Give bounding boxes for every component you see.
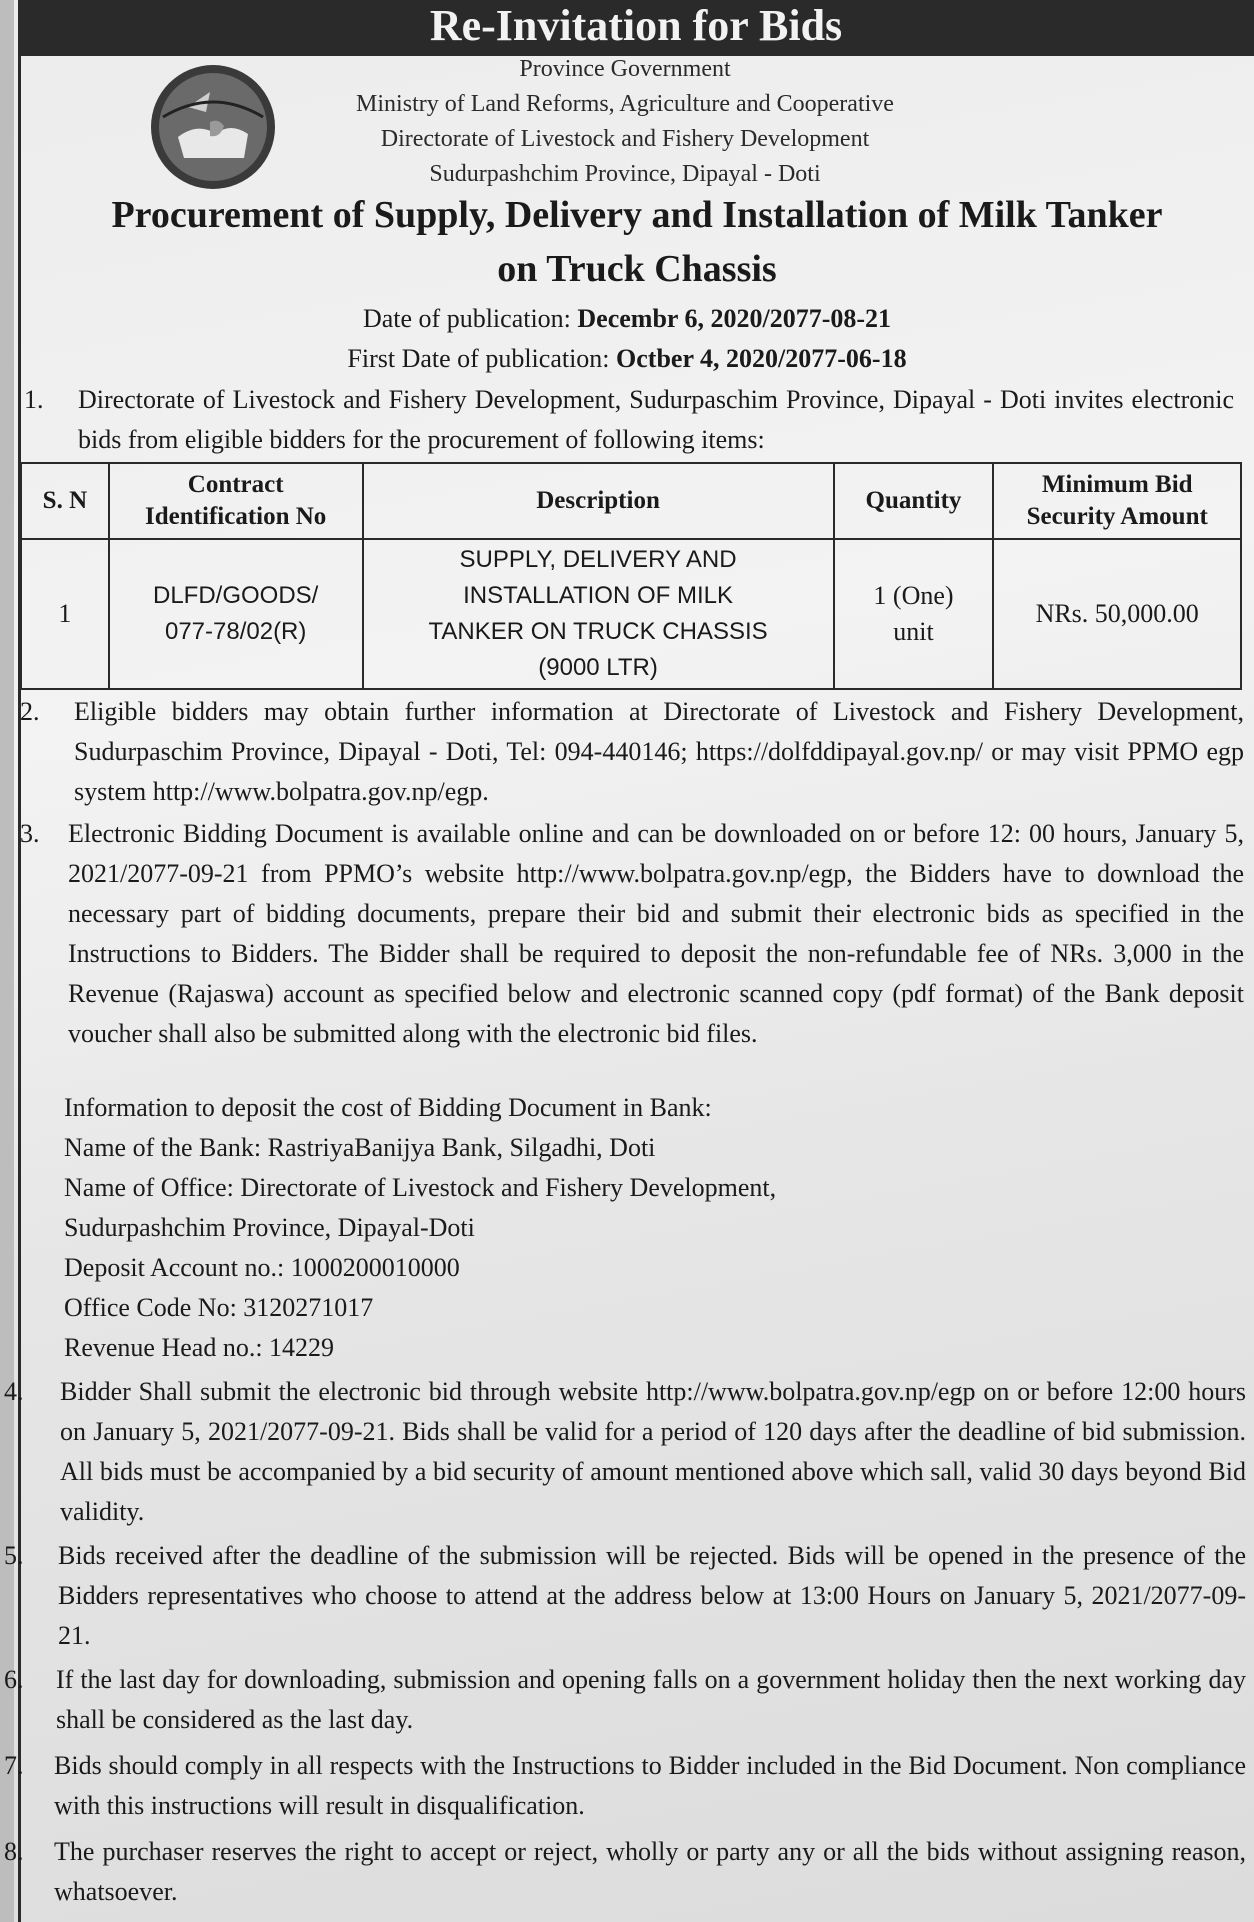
cell-sn: 1 [21,539,109,689]
header-sn: S. N [21,463,109,539]
revenue-head: Revenue Head no.: 14229 [64,1333,335,1362]
item-text: Bids should comply in all respects with the Instructions to Bidder included in the Bid Document. Non compliance with this instructions will result in disqualification. [54,1751,1246,1820]
table-header-row [21,463,1241,539]
issuing-organization [300,52,950,192]
title-line-2: on Truck Chassis [497,248,777,290]
cell-bid-security: NRs. 50,000.00 [993,539,1241,689]
item-text: Directorate of Livestock and Fishery Development, Sudurpaschim Province, Dipayal - Doti invites electronic bids from eligible bidders for the procurement of following items: [78,385,1234,454]
item-number: 2. [20,697,40,726]
bank-info-heading: Information to deposit the cost of Bidding Document in Bank: [64,1093,712,1122]
org-line-location: Sudurpashchim Province, Dipayal - Doti [429,161,821,187]
item-number: 7. [4,1751,24,1780]
header-bid-security: Minimum Bid Security Amount [993,463,1241,539]
cell-quantity: 1 (One) unit [834,539,994,689]
procurement-title [30,188,1244,296]
publication-date-label: Date of publication: [362,304,578,333]
item-text: Bids received after the deadline of the submission will be rejected. Bids will be opened in the presence of the Bidders representatives who choose to attend at the address below at 13:00 Hours on January 5, 2021/2077-09-21. [58,1541,1246,1650]
item-text: Bidder Shall submit the electronic bid through website http://www.bolpatra.gov.np/egp on or before 12:00 hours on January 5, 2021/2077-09-21. Bids shall be valid for a period of 120 days after the deadline of bid submission. All bids must be accompanied by a bid security of amount mentioned above which sall, valid 30 days beyond Bid validity. [60,1377,1246,1526]
page-edge [0,0,14,1922]
item-number: 4. [4,1377,24,1406]
item-text: The purchaser reserves the right to accept or reject, wholly or party any or all the bids without assigning reason, whatsoever. [54,1837,1246,1906]
item-number: 6. [4,1665,24,1694]
table-row [21,539,1241,689]
header-contract-id: Contract Identification No [109,463,363,539]
bank-name: Name of the Bank: RastriyaBanijya Bank, Silgadhi, Doti [64,1133,656,1162]
item-text: If the last day for downloading, submission and opening falls on a government holiday then the next working day shall be considered as the last day. [56,1665,1246,1734]
title-line-1: Procurement of Supply, Delivery and Installation of Milk Tanker [111,194,1163,236]
office-name: Name of Office: Directorate of Livestock and Fishery Development, [64,1173,777,1202]
publication-date [0,302,1254,336]
org-line-province: Province Government [519,56,731,82]
office-code: Office Code No: 3120271017 [64,1293,374,1322]
cell-contract-id: DLFD/GOODS/ 077-78/02(R) [109,539,363,689]
item-text: Electronic Bidding Document is available online and can be downloaded on or before 12: 00 hours, January 5, 2021/2077-09-21 from PPMO’s website http://www.bolpatra.gov.np/egp, the Bidders have to download the necessary part of bidding documents, prepare their bid and submit their electronic bids as specified in the Instructions to Bidders. The Bidder shall be required to deposit the non-refundable fee of NRs. 3,000 in the Revenue (Rajaswa) account as specified below and electronic scanned copy (pdf format) of the Bank deposit voucher shall also be submitted along with the electronic bid files. [68,819,1244,1048]
office-location: Sudurpashchim Province, Dipayal-Doti [64,1213,475,1242]
org-line-directorate: Directorate of Livestock and Fishery Development [380,126,870,152]
item-number: 3. [20,819,40,848]
deposit-account: Deposit Account no.: 1000200010000 [64,1253,460,1282]
banner-title: Re-Invitation for Bids [18,0,1254,56]
government-emblem-icon [148,62,278,192]
item-number: 5. [4,1541,24,1570]
cell-description: SUPPLY, DELIVERY AND INSTALLATION OF MILK TANKER ON TRUCK CHASSIS (9000 LTR) [363,539,834,689]
first-publication-label: First Date of publication: [347,344,617,373]
item-number: 8. [4,1837,24,1866]
header-description: Description [363,463,834,539]
bid-items-table [20,462,1242,690]
item-number: 1. [24,385,44,414]
org-line-ministry: Ministry of Land Reforms, Agriculture and Cooperative [356,91,894,117]
item-text: Eligible bidders may obtain further information at Directorate of Livestock and Fishery Development, Sudurpaschim Province, Dipayal - Doti, Tel: 094-440146; https://dolfddipayal.gov.np/ or may visit PPMO egp system http://www.bolpatra.gov.np/egp. [74,697,1244,806]
header-quantity: Quantity [834,463,994,539]
publication-date-value: Decembr 6, 2020/2077-08-21 [577,304,892,333]
first-publication-value: Octber 4, 2020/2077-06-18 [616,344,907,373]
first-publication-date [0,342,1254,376]
